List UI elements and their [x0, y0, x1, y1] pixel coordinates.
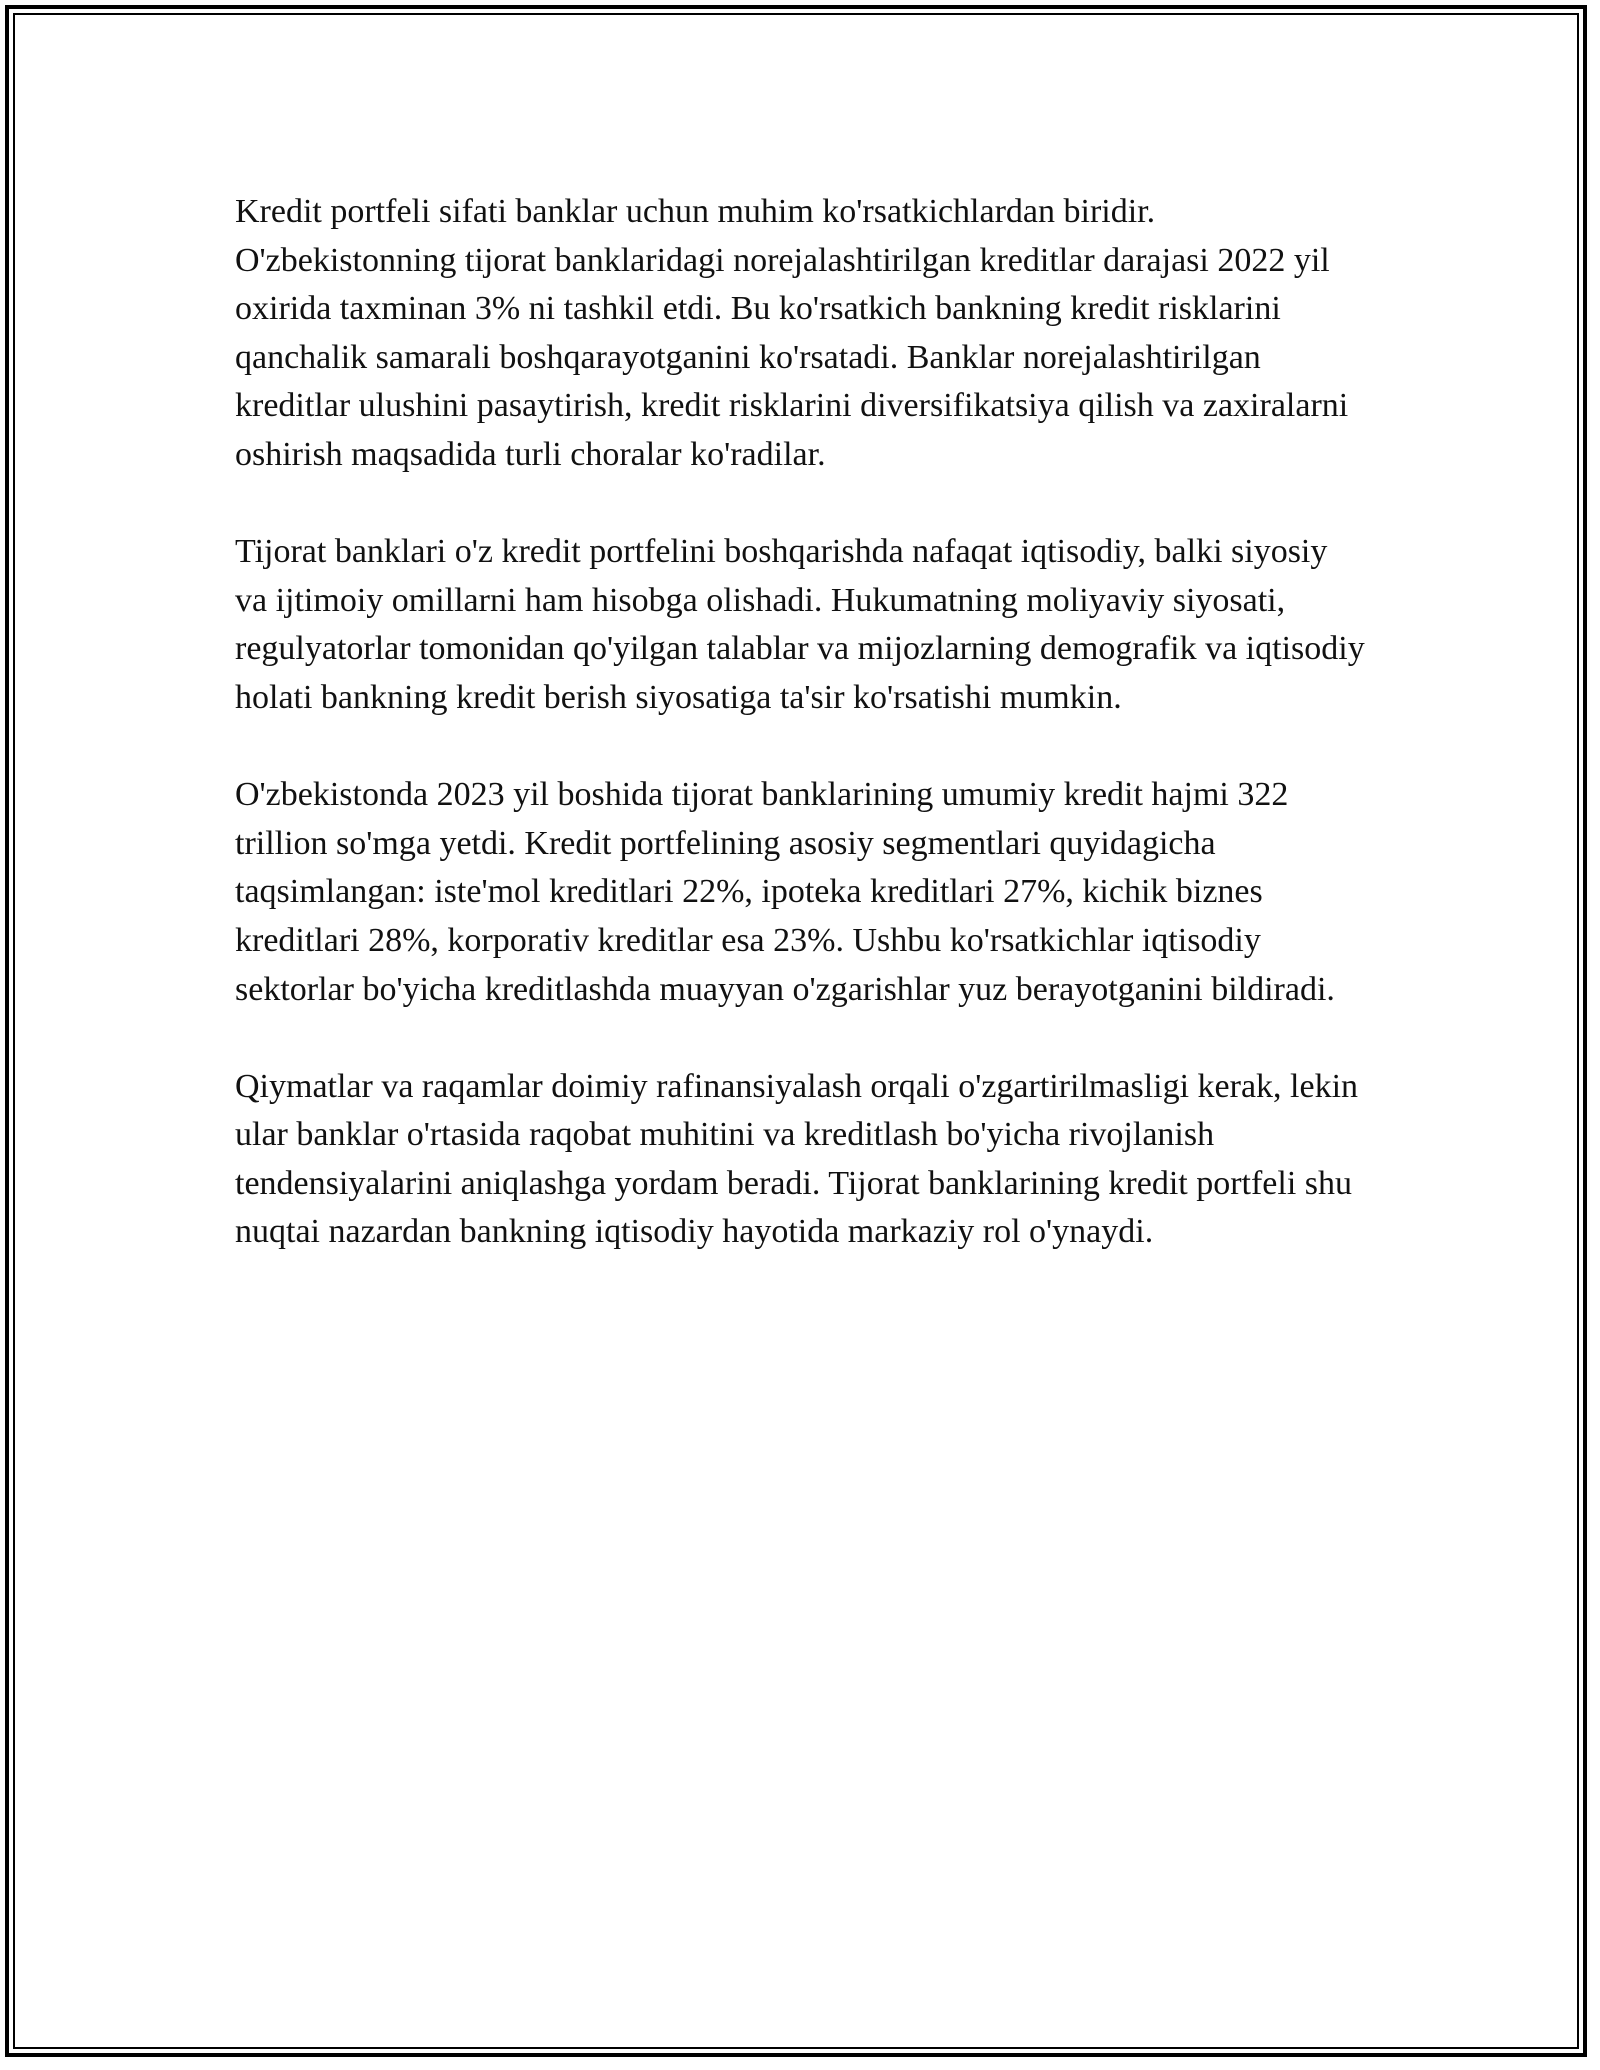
paragraph-3: O'zbekistonda 2023 yil boshida tijorat banklarining umumiy kredit hajmi 322 trillion so'mga yetdi. Kredit portfelining asosiy segmentlari quyidagicha taqsimlangan: iste'mol kreditlari 22%, ipoteka kreditlari 27%, kichik biznes kreditlari 28%, korporativ kreditlar esa 23%. Ushbu ko'rsatkichlar iqtisodiy sektorlar bo'yicha kreditlashda muayyan o'zgarishlar yuz berayotganini bildiradi. [235, 776, 1335, 1008]
paragraph-1: Kredit portfeli sifati banklar uchun muhim ko'rsatkichlardan biridir. O'zbekistonning tijorat banklaridagi norejalashtirilgan kreditlar darajasi 2022 yil oxirida taxminan 3% ni tashkil etdi. Bu ko'rsatkich bankning kredit risklarini qanchalik samarali boshqarayotganini ko'rsatadi. Banklar norejalashtirilgan kreditlar ulushini pasaytirish, kredit risklarini diversifikatsiya qilish va zaxiralarni oshirish maqsadida turli choralar ko'radilar. [235, 193, 1349, 473]
paragraph-2: Tijorat banklari o'z kredit portfelini boshqarishda nafaqat iqtisodiy, balki siyosiy va ijtimoiy omillarni ham hisobga olishadi. Hukumatning moliyaviy siyosati, regulyatorlar tomonidan qo'yilgan talablar va mijozlarning demografik va iqtisodiy holati bankning kredit berish siyosatiga ta'sir ko'rsatishi mumkin. [235, 533, 1365, 716]
document-body [235, 188, 1365, 1306]
paragraph-4: Qiymatlar va raqamlar doimiy rafinansiyalash orqali o'zgartirilmasligi kerak, lekin ular banklar o'rtasida raqobat muhitini va kreditlash bo'yicha rivojlanish tendensiyalarini aniqlashga yordam beradi. Tijorat banklarining kredit portfeli shu nuqtai nazardan bankning iqtisodiy hayotida markaziy rol o'ynaydi. [235, 1067, 1359, 1251]
